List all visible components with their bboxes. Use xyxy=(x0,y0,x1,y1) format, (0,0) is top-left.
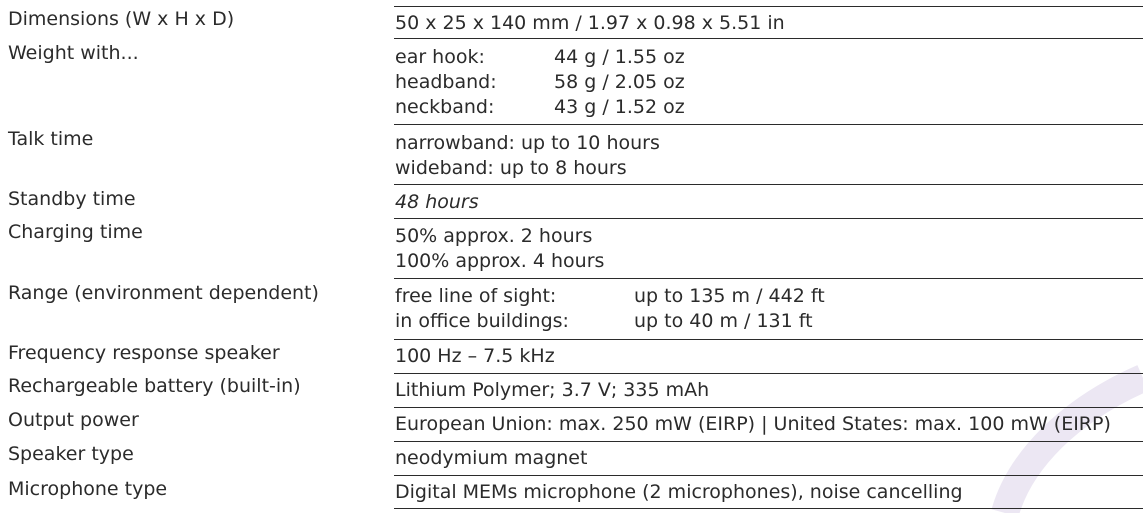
spec-value xyxy=(394,407,1143,441)
spec-row-microphone-type xyxy=(0,475,1143,508)
spec-row-frequency-response xyxy=(0,339,1143,373)
spec-value-line: narrowband: up to 10 hours xyxy=(395,132,660,154)
spec-label: Microphone type xyxy=(8,478,168,500)
weight-value: 43 g / 1.52 oz xyxy=(554,96,685,118)
spec-label: Dimensions (W x H x D) xyxy=(8,8,235,30)
range-key: free line of sight: xyxy=(395,285,557,307)
spec-row-charging-time xyxy=(0,218,1143,278)
spec-label: Frequency response speaker xyxy=(8,342,280,364)
spec-value xyxy=(394,6,1143,38)
spec-value-line: 48 hours xyxy=(395,191,479,213)
spec-label: Output power xyxy=(8,409,139,431)
spec-value xyxy=(394,184,1143,218)
spec-value-line: neodymium magnet xyxy=(395,447,588,469)
weight-key: ear hook: xyxy=(395,46,485,68)
spec-row-speaker-type xyxy=(0,441,1143,475)
spec-value-line: 50 x 25 x 140 mm / 1.97 x 0.98 x 5.51 in xyxy=(395,12,785,34)
spec-value xyxy=(394,278,1143,339)
spec-label: Charging time xyxy=(8,221,143,243)
spec-label: Talk time xyxy=(8,128,94,150)
spec-value-line: 100 Hz – 7.5 kHz xyxy=(395,345,555,367)
spec-value-line: European Union: max. 250 mW (EIRP) | United States: max. 100 mW (EIRP) xyxy=(395,413,1111,435)
weight-key: neckband: xyxy=(395,96,495,118)
spec-value xyxy=(394,38,1143,124)
spec-row-weight xyxy=(0,38,1143,124)
weight-value: 44 g / 1.55 oz xyxy=(554,46,685,68)
range-key: in office buildings: xyxy=(395,310,569,332)
spec-value xyxy=(394,441,1143,475)
spec-value-line: Lithium Polymer; 3.7 V; 335 mAh xyxy=(395,379,710,401)
spec-row-standby-time xyxy=(0,184,1143,218)
spec-value-line: wideband: up to 8 hours xyxy=(395,157,627,179)
spec-label: Weight with... xyxy=(8,42,139,64)
spec-label: Speaker type xyxy=(8,443,134,465)
weight-value: 58 g / 2.05 oz xyxy=(554,71,685,93)
spec-row-talk-time xyxy=(0,124,1143,184)
table-bottom-rule xyxy=(394,508,1143,509)
spec-row-range xyxy=(0,278,1143,339)
weight-key: headband: xyxy=(395,71,497,93)
spec-value xyxy=(394,124,1143,184)
spec-value-line: 100% approx. 4 hours xyxy=(395,250,605,272)
spec-label: Standby time xyxy=(8,188,136,210)
spec-value-line: 50% approx. 2 hours xyxy=(395,225,593,247)
spec-value xyxy=(394,339,1143,373)
spec-row-battery xyxy=(0,373,1143,407)
spec-value xyxy=(394,475,1143,508)
spec-label: Range (environment dependent) xyxy=(8,282,319,304)
spec-value xyxy=(394,373,1143,407)
spec-row-output-power xyxy=(0,407,1143,441)
range-value: up to 40 m / 131 ft xyxy=(634,310,813,332)
spec-table xyxy=(0,6,1143,508)
range-value: up to 135 m / 442 ft xyxy=(634,285,825,307)
spec-label: Rechargeable battery (built-in) xyxy=(8,375,301,397)
spec-value xyxy=(394,218,1143,278)
spec-row-dimensions xyxy=(0,6,1143,38)
spec-value-line: Digital MEMs microphone (2 microphones), noise cancelling xyxy=(395,481,963,503)
